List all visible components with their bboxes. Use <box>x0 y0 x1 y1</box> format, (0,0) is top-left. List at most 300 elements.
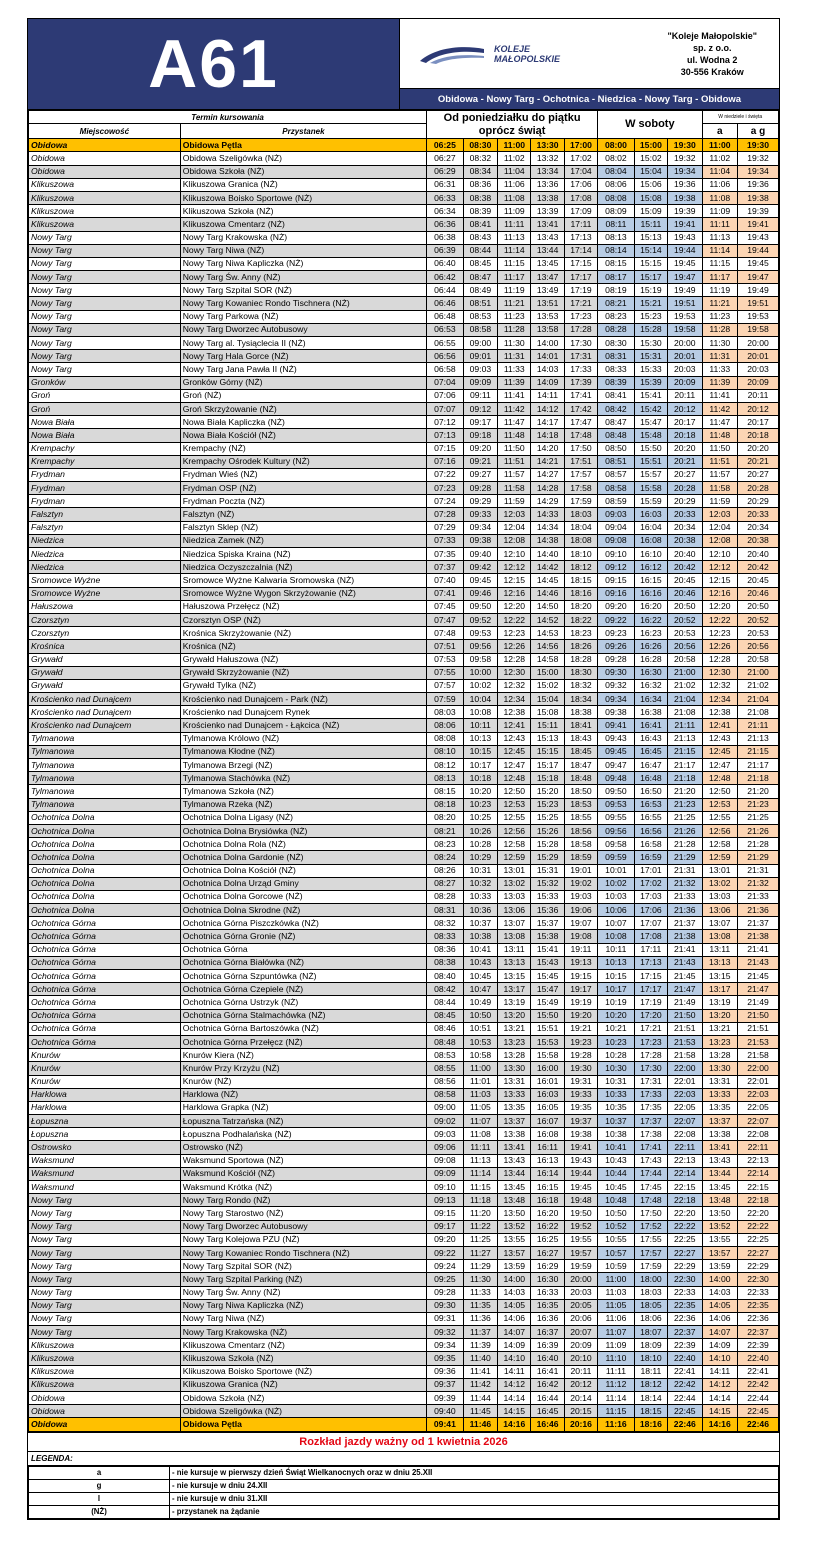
departure-time-cell: 12:59 <box>498 851 531 864</box>
locality-cell: Łopuszna <box>29 1128 181 1141</box>
departure-time-cell: 18:16 <box>634 1418 667 1431</box>
departure-time-cell: 08:28 <box>598 323 635 336</box>
timetable-row <box>29 864 779 877</box>
stop-cell: Waksmund Krótka (NŻ) <box>180 1181 426 1194</box>
departure-time-cell: 11:47 <box>498 416 531 429</box>
holiday-header: W niedziele i święta <box>702 111 778 124</box>
stop-cell: Łopuszna Podhalańska (NŻ) <box>180 1128 426 1141</box>
departure-time-cell: 10:23 <box>598 1035 635 1048</box>
departure-time-cell: 17:42 <box>564 402 597 415</box>
locality-cell: Ochotnica Górna <box>29 930 181 943</box>
departure-time-cell: 06:31 <box>427 178 464 191</box>
departure-time-cell: 08:39 <box>598 376 635 389</box>
departure-time-cell: 18:58 <box>564 838 597 851</box>
departure-time-cell: 09:11 <box>463 389 497 402</box>
stop-cell: Ochotnica Dolna Skrodne (NŻ) <box>180 904 426 917</box>
departure-time-cell: 21:41 <box>738 943 779 956</box>
departure-time-cell: 07:59 <box>427 693 464 706</box>
departure-time-cell: 20:07 <box>564 1326 597 1339</box>
departure-time-cell: 21:51 <box>738 1022 779 1035</box>
departure-time-cell: 21:28 <box>738 838 779 851</box>
departure-time-cell: 06:56 <box>427 350 464 363</box>
departure-time-cell: 20:15 <box>564 1405 597 1418</box>
departure-time-cell: 08:15 <box>598 257 635 270</box>
departure-time-cell: 12:23 <box>702 627 738 640</box>
departure-time-cell: 08:23 <box>427 838 464 851</box>
departure-time-cell: 14:09 <box>531 376 564 389</box>
departure-time-cell: 13:52 <box>702 1220 738 1233</box>
departure-time-cell: 21:38 <box>668 930 702 943</box>
departure-time-cell: 22:11 <box>738 1141 779 1154</box>
departure-time-cell: 16:08 <box>634 534 667 547</box>
departure-time-cell: 19:50 <box>564 1207 597 1220</box>
departure-time-cell: 22:36 <box>738 1312 779 1325</box>
departure-time-cell: 13:02 <box>702 877 738 890</box>
departure-time-cell: 19:44 <box>564 1167 597 1180</box>
departure-time-cell: 11:27 <box>463 1246 497 1259</box>
departure-time-cell: 16:39 <box>531 1339 564 1352</box>
departure-time-cell: 15:00 <box>634 139 667 152</box>
departure-time-cell: 17:43 <box>634 1154 667 1167</box>
departure-time-cell: 17:00 <box>564 139 597 152</box>
departure-time-cell: 11:13 <box>498 231 531 244</box>
departure-time-cell: 15:58 <box>531 1049 564 1062</box>
locality-cell: Nowy Targ <box>29 1299 181 1312</box>
departure-time-cell: 12:26 <box>702 640 738 653</box>
departure-time-cell: 11:40 <box>463 1352 497 1365</box>
stop-cell: Tylmanowa Brzegi (NŻ) <box>180 759 426 772</box>
departure-time-cell: 21:47 <box>668 983 702 996</box>
stop-cell: Ochotnica Dolna Rola (NŻ) <box>180 838 426 851</box>
stop-cell: Krościenko nad Dunajcem Rynek <box>180 706 426 719</box>
departure-time-cell: 11:58 <box>498 482 531 495</box>
stop-cell: Nowy Targ Hala Gorce (NŻ) <box>180 350 426 363</box>
departure-time-cell: 11:09 <box>702 205 738 218</box>
departure-time-cell: 14:14 <box>702 1392 738 1405</box>
stop-cell: Tylmanowa Królowo (NŻ) <box>180 732 426 745</box>
departure-time-cell: 16:42 <box>531 1378 564 1391</box>
departure-time-cell: 14:20 <box>531 442 564 455</box>
timetable-row <box>29 706 779 719</box>
departure-time-cell: 22:25 <box>668 1233 702 1246</box>
departure-time-cell: 20:42 <box>668 561 702 574</box>
departure-time-cell: 20:45 <box>668 574 702 587</box>
departure-time-cell: 19:36 <box>738 178 779 191</box>
timetable-row <box>29 521 779 534</box>
departure-time-cell: 11:57 <box>702 468 738 481</box>
departure-time-cell: 11:31 <box>702 350 738 363</box>
departure-time-cell: 07:12 <box>427 416 464 429</box>
departure-time-cell: 13:15 <box>498 970 531 983</box>
locality-cell: Ochotnica Górna <box>29 996 181 1009</box>
departure-time-cell: 07:37 <box>427 561 464 574</box>
timetable-row <box>29 785 779 798</box>
departure-time-cell: 08:12 <box>427 759 464 772</box>
departure-time-cell: 11:28 <box>498 323 531 336</box>
locality-cell: Ochotnica Dolna <box>29 904 181 917</box>
departure-time-cell: 15:15 <box>531 745 564 758</box>
departure-time-cell: 16:05 <box>531 1101 564 1114</box>
logo-text <box>494 44 560 64</box>
departure-time-cell: 09:03 <box>598 508 635 521</box>
stop-cell: Ochotnica Górna Stalmachówka (NŻ) <box>180 1009 426 1022</box>
departure-time-cell: 11:59 <box>702 495 738 508</box>
departure-time-cell: 21:08 <box>738 706 779 719</box>
departure-time-cell: 13:03 <box>498 890 531 903</box>
departure-time-cell: 18:30 <box>564 666 597 679</box>
timetable-row <box>29 534 779 547</box>
departure-time-cell: 13:01 <box>702 864 738 877</box>
departure-time-cell: 09:55 <box>598 811 635 824</box>
departure-time-cell: 10:37 <box>463 917 497 930</box>
departure-time-cell: 14:21 <box>531 455 564 468</box>
departure-time-cell: 15:26 <box>531 824 564 837</box>
departure-time-cell: 21:00 <box>668 666 702 679</box>
departure-time-cell: 18:00 <box>634 1273 667 1286</box>
departure-time-cell: 17:57 <box>634 1246 667 1259</box>
departure-time-cell: 11:06 <box>498 178 531 191</box>
departure-time-cell: 19:23 <box>564 1035 597 1048</box>
departure-time-cell: 13:23 <box>498 1035 531 1048</box>
locality-cell: Nowy Targ <box>29 1312 181 1325</box>
departure-time-cell: 08:32 <box>427 917 464 930</box>
departure-time-cell: 20:00 <box>668 337 702 350</box>
departure-time-cell: 12:43 <box>702 732 738 745</box>
departure-time-cell: 17:08 <box>564 191 597 204</box>
stop-cell: Ochotnica Górna Piszczkówka (NŻ) <box>180 917 426 930</box>
departure-time-cell: 09:27 <box>463 468 497 481</box>
departure-time-cell: 18:43 <box>564 732 597 745</box>
departure-time-cell: 08:41 <box>598 389 635 402</box>
stop-cell: Ochotnica Górna Ustrzyk (NŻ) <box>180 996 426 1009</box>
departure-time-cell: 19:43 <box>738 231 779 244</box>
departure-time-cell: 14:33 <box>531 508 564 521</box>
departure-time-cell: 21:36 <box>738 904 779 917</box>
departure-time-cell: 16:45 <box>531 1405 564 1418</box>
locality-cell: Obidowa <box>29 165 181 178</box>
stop-cell: Frydman Poczta (NŻ) <box>180 495 426 508</box>
stop-cell: Obidowa Szeligówka (NŻ) <box>180 152 426 165</box>
departure-time-cell: 12:12 <box>702 561 738 574</box>
timetable-row <box>29 613 779 626</box>
stop-cell: Sromowce Wyżne Kalwaria Sromowska (NŻ) <box>180 574 426 587</box>
departure-time-cell: 19:35 <box>564 1101 597 1114</box>
timetable-row <box>29 244 779 257</box>
timetable-row <box>29 1167 779 1180</box>
departure-time-cell: 18:50 <box>564 785 597 798</box>
locality-cell: Ochotnica Górna <box>29 1035 181 1048</box>
locality-cell: Nowy Targ <box>29 1233 181 1246</box>
departure-time-cell: 13:17 <box>498 983 531 996</box>
departure-time-cell: 09:20 <box>427 1233 464 1246</box>
departure-time-cell: 09:04 <box>598 521 635 534</box>
departure-time-cell: 14:45 <box>531 574 564 587</box>
departure-time-cell: 16:10 <box>634 548 667 561</box>
departure-time-cell: 10:58 <box>463 1049 497 1062</box>
legend-symbol: a <box>29 1466 170 1479</box>
departure-time-cell: 10:26 <box>463 824 497 837</box>
departure-time-cell: 10:36 <box>463 904 497 917</box>
timetable-row <box>29 271 779 284</box>
departure-time-cell: 08:57 <box>598 468 635 481</box>
departure-time-cell: 12:26 <box>498 640 531 653</box>
departure-time-cell: 10:04 <box>463 693 497 706</box>
departure-time-cell: 09:50 <box>463 600 497 613</box>
departure-time-cell: 11:42 <box>463 1378 497 1391</box>
departure-time-cell: 19:28 <box>564 1049 597 1062</box>
departure-time-cell: 13:20 <box>498 1009 531 1022</box>
departure-time-cell: 21:33 <box>738 890 779 903</box>
departure-time-cell: 13:41 <box>702 1141 738 1154</box>
departure-time-cell: 08:58 <box>427 1088 464 1101</box>
departure-time-cell: 21:02 <box>738 679 779 692</box>
departure-time-cell: 20:28 <box>668 482 702 495</box>
stop-cell: Nowy Targ Niwa (NŻ) <box>180 244 426 257</box>
departure-time-cell: 09:40 <box>463 548 497 561</box>
timetable-row <box>29 191 779 204</box>
legend-symbol: l <box>29 1492 170 1505</box>
departure-time-cell: 10:38 <box>463 930 497 943</box>
locality-cell: Czorsztyn <box>29 627 181 640</box>
departure-time-cell: 12:32 <box>702 679 738 692</box>
departure-time-cell: 19:57 <box>564 1246 597 1259</box>
departure-time-cell: 12:47 <box>702 759 738 772</box>
departure-time-cell: 13:58 <box>531 323 564 336</box>
departure-time-cell: 11:00 <box>498 139 531 152</box>
departure-time-cell: 09:45 <box>463 574 497 587</box>
departure-time-cell: 09:56 <box>463 640 497 653</box>
departure-time-cell: 12:20 <box>498 600 531 613</box>
departure-time-cell: 15:14 <box>634 244 667 257</box>
departure-time-cell: 22:15 <box>668 1181 702 1194</box>
header-top <box>400 19 779 88</box>
departure-time-cell: 22:45 <box>738 1405 779 1418</box>
departure-time-cell: 14:15 <box>702 1405 738 1418</box>
departure-time-cell: 11:30 <box>702 337 738 350</box>
departure-time-cell: 16:36 <box>531 1312 564 1325</box>
departure-time-cell: 10:15 <box>463 745 497 758</box>
timetable-row <box>29 587 779 600</box>
departure-time-cell: 09:26 <box>598 640 635 653</box>
departure-time-cell: 14:09 <box>498 1339 531 1352</box>
departure-time-cell: 19:41 <box>668 218 702 231</box>
departure-time-cell: 20:03 <box>668 363 702 376</box>
departure-time-cell: 08:42 <box>598 402 635 415</box>
departure-time-cell: 15:08 <box>634 191 667 204</box>
departure-time-cell: 11:21 <box>702 297 738 310</box>
departure-time-cell: 18:20 <box>564 600 597 613</box>
departure-time-cell: 09:33 <box>463 508 497 521</box>
locality-cell: Harklowa <box>29 1088 181 1101</box>
departure-time-cell: 13:19 <box>702 996 738 1009</box>
departure-time-cell: 19:31 <box>564 1075 597 1088</box>
stop-cell: Ochotnica Dolna Brysiówka (NŻ) <box>180 824 426 837</box>
locality-cell: Nowy Targ <box>29 1194 181 1207</box>
departure-time-cell: 19:32 <box>668 152 702 165</box>
departure-time-cell: 16:22 <box>531 1220 564 1233</box>
departure-time-cell: 19:49 <box>738 284 779 297</box>
departure-time-cell: 13:08 <box>702 930 738 943</box>
locality-cell: Krośnica <box>29 640 181 653</box>
departure-time-cell: 19:49 <box>668 284 702 297</box>
departure-time-cell: 12:22 <box>702 613 738 626</box>
departure-time-cell: 16:55 <box>634 811 667 824</box>
departure-time-cell: 15:25 <box>531 811 564 824</box>
departure-time-cell: 08:44 <box>427 996 464 1009</box>
departure-time-cell: 09:56 <box>598 824 635 837</box>
stop-cell: Krościenko nad Dunajcem - Park (NŻ) <box>180 693 426 706</box>
departure-time-cell: 15:23 <box>634 310 667 323</box>
departure-time-cell: 15:45 <box>531 970 564 983</box>
departure-time-cell: 17:04 <box>564 165 597 178</box>
departure-time-cell: 15:29 <box>531 851 564 864</box>
departure-time-cell: 22:13 <box>668 1154 702 1167</box>
departure-time-cell: 20:06 <box>564 1312 597 1325</box>
timetable-row <box>29 1246 779 1259</box>
departure-time-cell: 15:36 <box>531 904 564 917</box>
departure-time-cell: 19:20 <box>564 1009 597 1022</box>
stop-cell: Nowa Biała Kapliczka (NŻ) <box>180 416 426 429</box>
locality-cell: Tylmanowa <box>29 798 181 811</box>
departure-time-cell: 08:39 <box>463 205 497 218</box>
departure-time-cell: 14:58 <box>531 653 564 666</box>
departure-time-cell: 20:38 <box>668 534 702 547</box>
timetable-row <box>29 139 779 152</box>
locality-cell: Obidowa <box>29 1392 181 1405</box>
departure-time-cell: 13:20 <box>702 1009 738 1022</box>
departure-time-cell: 06:29 <box>427 165 464 178</box>
departure-time-cell: 14:12 <box>531 402 564 415</box>
departure-time-cell: 11:03 <box>598 1286 635 1299</box>
departure-time-cell: 16:38 <box>634 706 667 719</box>
departure-time-cell: 08:50 <box>598 442 635 455</box>
departure-time-cell: 19:51 <box>738 297 779 310</box>
departure-time-cell: 13:35 <box>498 1101 531 1114</box>
departure-time-cell: 13:43 <box>531 231 564 244</box>
departure-time-cell: 06:58 <box>427 363 464 376</box>
departure-time-cell: 13:30 <box>531 139 564 152</box>
departure-time-cell: 21:04 <box>738 693 779 706</box>
departure-time-cell: 19:43 <box>668 231 702 244</box>
departure-time-cell: 06:33 <box>427 191 464 204</box>
departure-time-cell: 13:11 <box>702 943 738 956</box>
timetable-row <box>29 1378 779 1391</box>
timetable-row <box>29 1299 779 1312</box>
timetable-row <box>29 1207 779 1220</box>
stop-cell: Nowy Targ Jana Pawła II (NŻ) <box>180 363 426 376</box>
departure-time-cell: 11:23 <box>498 310 531 323</box>
departure-time-cell: 16:35 <box>531 1299 564 1312</box>
departure-time-cell: 13:50 <box>498 1207 531 1220</box>
stop-cell: Klikuszowa Boisko Sportowe (NŻ) <box>180 1365 426 1378</box>
departure-time-cell: 16:32 <box>634 679 667 692</box>
timetable-row <box>29 970 779 983</box>
stop-cell: Frydman OSP (NŻ) <box>180 482 426 495</box>
departure-time-cell: 21:53 <box>738 1035 779 1048</box>
locality-cell: Nowy Targ <box>29 323 181 336</box>
departure-time-cell: 19:59 <box>564 1260 597 1273</box>
departure-time-cell: 09:36 <box>427 1365 464 1378</box>
departure-time-cell: 13:28 <box>702 1049 738 1062</box>
stop-cell: Tylmanowa Stachówka (NŻ) <box>180 772 426 785</box>
departure-time-cell: 20:58 <box>738 653 779 666</box>
departure-time-cell: 19:41 <box>564 1141 597 1154</box>
departure-time-cell: 12:56 <box>498 824 531 837</box>
departure-time-cell: 11:11 <box>702 218 738 231</box>
departure-time-cell: 10:33 <box>463 890 497 903</box>
departure-time-cell: 21:18 <box>668 772 702 785</box>
departure-time-cell: 08:21 <box>427 824 464 837</box>
timetable-row <box>29 943 779 956</box>
departure-time-cell: 15:31 <box>634 350 667 363</box>
departure-time-cell: 11:45 <box>463 1405 497 1418</box>
departure-time-cell: 15:48 <box>634 429 667 442</box>
departure-time-cell: 13:30 <box>498 1062 531 1075</box>
departure-time-cell: 09:47 <box>598 759 635 772</box>
departure-time-cell: 17:08 <box>634 930 667 943</box>
departure-time-cell: 21:50 <box>668 1009 702 1022</box>
departure-time-cell: 21:45 <box>668 970 702 983</box>
departure-time-cell: 15:30 <box>634 337 667 350</box>
locality-cell: Ochotnica Górna <box>29 943 181 956</box>
weekday-header: Od poniedziałku do piątku oprócz świąt <box>427 111 598 139</box>
stop-cell: Nowy Targ Niwa (NŻ) <box>180 1312 426 1325</box>
departure-time-cell: 21:49 <box>668 996 702 1009</box>
departure-time-cell: 14:07 <box>702 1326 738 1339</box>
timetable-row <box>29 600 779 613</box>
timetable-row <box>29 693 779 706</box>
locality-cell: Ochotnica Górna <box>29 970 181 983</box>
departure-time-cell: 10:45 <box>598 1181 635 1194</box>
timetable-row <box>29 376 779 389</box>
departure-time-cell: 16:20 <box>531 1207 564 1220</box>
timetable-row <box>29 1286 779 1299</box>
departure-time-cell: 12:50 <box>702 785 738 798</box>
locality-cell: Ochotnica Dolna <box>29 811 181 824</box>
departure-time-cell: 07:07 <box>427 402 464 415</box>
departure-time-cell: 11:41 <box>702 389 738 402</box>
departure-time-cell: 16:47 <box>634 759 667 772</box>
departure-time-cell: 08:19 <box>598 284 635 297</box>
departure-time-cell: 11:39 <box>702 376 738 389</box>
departure-time-cell: 11:15 <box>598 1405 635 1418</box>
departure-time-cell: 14:03 <box>702 1286 738 1299</box>
stop-cell: Nowy Targ Krakowska (NŻ) <box>180 1326 426 1339</box>
stop-cell: Nowy Targ Niwa Kapliczka (NŻ) <box>180 257 426 270</box>
departure-time-cell: 20:34 <box>738 521 779 534</box>
departure-time-cell: 13:28 <box>498 1049 531 1062</box>
departure-time-cell: 16:15 <box>531 1181 564 1194</box>
departure-time-cell: 07:16 <box>427 455 464 468</box>
timetable-row <box>29 930 779 943</box>
departure-time-cell: 12:04 <box>498 521 531 534</box>
locality-cell: Frydman <box>29 482 181 495</box>
stop-cell: Grywałd Hałuszowa (NŻ) <box>180 653 426 666</box>
timetable-row <box>29 402 779 415</box>
departure-time-cell: 11:10 <box>598 1352 635 1365</box>
departure-time-cell: 13:13 <box>498 956 531 969</box>
departure-time-cell: 13:59 <box>702 1260 738 1273</box>
departure-time-cell: 20:33 <box>668 508 702 521</box>
timetable-row <box>29 1405 779 1418</box>
locality-cell: Ochotnica Dolna <box>29 864 181 877</box>
departure-time-cell: 21:23 <box>668 798 702 811</box>
timetable-row <box>29 1075 779 1088</box>
departure-time-cell: 12:58 <box>702 838 738 851</box>
timetable-row <box>29 679 779 692</box>
locality-cell: Krościenko nad Dunajcem <box>29 693 181 706</box>
timetable-sheet <box>27 18 780 1520</box>
